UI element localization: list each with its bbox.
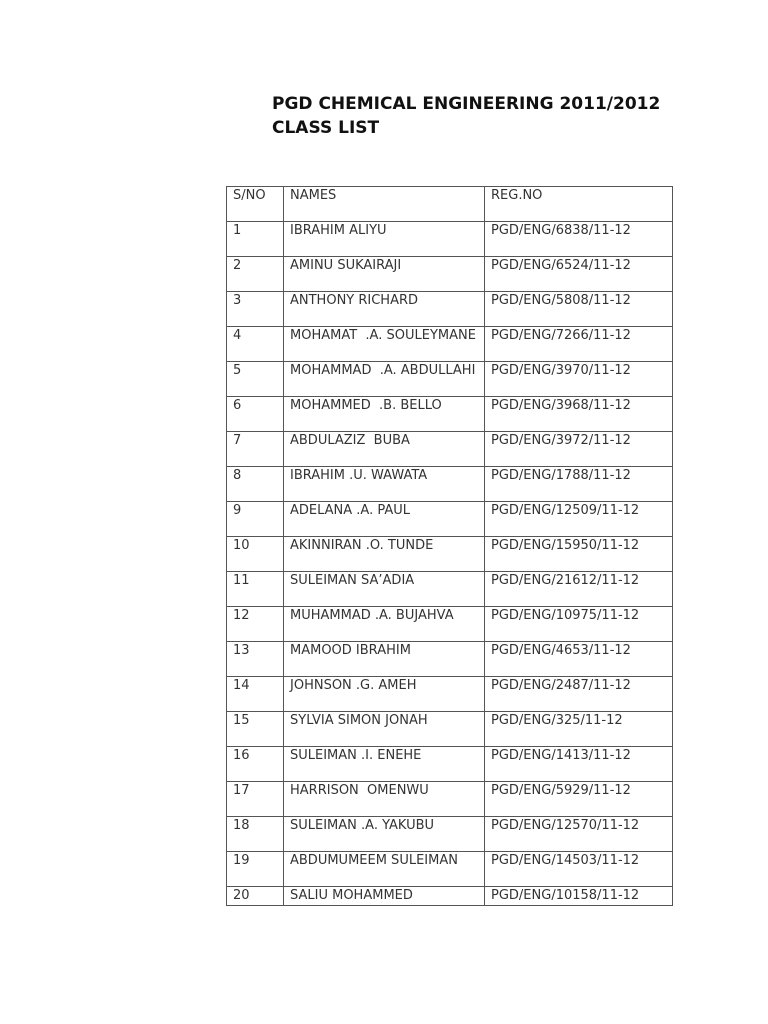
cell-name [284,852,485,887]
table-row [227,397,673,432]
cell-sno-text: 7 [233,433,242,448]
cell-sno-text: 9 [233,503,242,518]
cell-sno-text: 13 [233,643,250,658]
table-row [227,677,673,712]
cell-sno-text: 17 [233,783,250,798]
class-list-table [226,186,673,906]
cell-regno [485,572,673,607]
cell-sno [227,712,284,747]
cell-regno-text: PGD/ENG/3968/11-12 [491,398,631,413]
cell-regno [485,712,673,747]
cell-regno [485,677,673,712]
cell-regno [485,362,673,397]
cell-sno [227,222,284,257]
cell-name-text: HARRISON OMENWU [290,783,429,798]
cell-sno-text: 1 [233,223,242,238]
cell-sno-text: 19 [233,853,250,868]
cell-name [284,362,485,397]
cell-regno [485,887,673,906]
cell-name [284,397,485,432]
title-line-1: PGD CHEMICAL ENGINEERING 2011/2012 [272,94,661,114]
cell-sno-text: 8 [233,468,242,483]
table-row [227,257,673,292]
cell-name-text: IBRAHIM .U. WAWATA [290,468,428,483]
table-row [227,222,673,257]
header-sno: S/NO [227,187,284,222]
table-row [227,432,673,467]
cell-name [284,887,485,906]
table-row [227,327,673,362]
cell-name-text: SULEIMAN SA’ADIA [290,573,415,588]
table-row [227,362,673,397]
cell-regno-text: PGD/ENG/1413/11-12 [491,748,631,763]
cell-regno [485,432,673,467]
cell-name-text: MOHAMMAD .A. ABDULLAHI [290,363,476,378]
cell-sno-text: 12 [233,608,250,623]
cell-regno-text: PGD/ENG/3972/11-12 [491,433,631,448]
table-row [227,607,673,642]
cell-name [284,782,485,817]
cell-regno [485,327,673,362]
cell-sno-text: 10 [233,538,250,553]
table-row [227,572,673,607]
cell-name [284,607,485,642]
cell-name [284,467,485,502]
cell-name [284,817,485,852]
cell-name-text: MOHAMAT .A. SOULEYMANE [290,328,476,343]
header-names: NAMES [284,187,485,222]
table-row [227,817,673,852]
cell-sno [227,467,284,502]
table-row [227,292,673,327]
cell-name [284,642,485,677]
cell-regno-text: PGD/ENG/12570/11-12 [491,818,640,833]
table-body [227,222,673,906]
cell-sno-text: 5 [233,363,242,378]
cell-sno-text: 18 [233,818,250,833]
cell-sno-text: 14 [233,678,250,693]
cell-sno-text: 6 [233,398,242,413]
cell-regno-text: PGD/ENG/6838/11-12 [491,223,631,238]
table-row [227,852,673,887]
cell-regno-text: PGD/ENG/15950/11-12 [491,538,640,553]
cell-sno [227,257,284,292]
table-row [227,537,673,572]
cell-regno-text: PGD/ENG/14503/11-12 [491,853,640,868]
table-header-row [227,187,673,222]
cell-name [284,537,485,572]
cell-name-text: MAMOOD IBRAHIM [290,643,411,658]
cell-name-text: ABDULAZIZ BUBA [290,433,410,448]
cell-name-text: JOHNSON .G. AMEH [290,678,417,693]
cell-regno-text: PGD/ENG/6524/11-12 [491,258,631,273]
cell-sno [227,502,284,537]
cell-regno-text: PGD/ENG/21612/11-12 [491,573,640,588]
table-row [227,642,673,677]
cell-regno-text: PGD/ENG/325/11-12 [491,713,623,728]
document-title [272,92,692,140]
cell-regno [485,852,673,887]
cell-sno [227,572,284,607]
cell-sno-text: 15 [233,713,250,728]
cell-name [284,677,485,712]
cell-sno-text: 3 [233,293,242,308]
cell-sno-text: 20 [233,888,250,903]
cell-regno [485,642,673,677]
cell-regno [485,537,673,572]
cell-sno-text: 2 [233,258,242,273]
cell-sno [227,327,284,362]
cell-regno [485,747,673,782]
cell-name-text: MOHAMMED .B. BELLO [290,398,442,413]
cell-sno [227,642,284,677]
cell-sno-text: 4 [233,328,242,343]
cell-regno-text: PGD/ENG/12509/11-12 [491,503,640,518]
cell-regno [485,817,673,852]
cell-sno [227,887,284,906]
cell-name-text: ABDUMUMEEM SULEIMAN [290,853,458,868]
cell-regno [485,397,673,432]
cell-name-text: SALIU MOHAMMED [290,888,413,903]
cell-name-text: SULEIMAN .A. YAKUBU [290,818,435,833]
cell-name [284,327,485,362]
cell-regno-text: PGD/ENG/5929/11-12 [491,783,631,798]
cell-sno [227,747,284,782]
cell-regno-text: PGD/ENG/5808/11-12 [491,293,631,308]
cell-sno-text: 16 [233,748,250,763]
cell-name-text: ADELANA .A. PAUL [290,503,411,518]
cell-sno [227,432,284,467]
table-row [227,712,673,747]
cell-sno [227,817,284,852]
cell-regno-text: PGD/ENG/3970/11-12 [491,363,631,378]
cell-sno-text: 11 [233,573,250,588]
cell-name-text: SULEIMAN .I. ENEHE [290,748,422,763]
header-regno: REG.NO [485,187,673,222]
cell-regno-text: PGD/ENG/10975/11-12 [491,608,640,623]
table-row [227,502,673,537]
cell-name [284,257,485,292]
cell-sno [227,362,284,397]
cell-name-text: AMINU SUKAIRAJI [290,258,402,273]
cell-sno [227,397,284,432]
cell-regno-text: PGD/ENG/10158/11-12 [491,888,640,903]
cell-regno-text: PGD/ENG/1788/11-12 [491,468,631,483]
cell-regno [485,467,673,502]
cell-sno [227,292,284,327]
cell-regno [485,292,673,327]
cell-sno [227,607,284,642]
cell-name [284,712,485,747]
cell-name [284,747,485,782]
cell-name [284,292,485,327]
cell-name [284,432,485,467]
cell-sno [227,537,284,572]
cell-regno-text: PGD/ENG/7266/11-12 [491,328,631,343]
cell-regno [485,607,673,642]
title-line-2: CLASS LIST [272,118,380,138]
cell-regno-text: PGD/ENG/2487/11-12 [491,678,631,693]
cell-regno-text: PGD/ENG/4653/11-12 [491,643,631,658]
cell-name-text: ANTHONY RICHARD [290,293,419,308]
cell-name-text: MUHAMMAD .A. BUJAHVA [290,608,454,623]
cell-name [284,572,485,607]
cell-name-text: IBRAHIM ALIYU [290,223,387,238]
cell-name [284,502,485,537]
table-row [227,747,673,782]
cell-name-text: AKINNIRAN .O. TUNDE [290,538,434,553]
cell-name [284,222,485,257]
cell-sno [227,677,284,712]
cell-regno [485,502,673,537]
cell-sno [227,782,284,817]
cell-name-text: SYLVIA SIMON JONAH [290,713,428,728]
cell-regno [485,257,673,292]
table-row [227,782,673,817]
cell-regno [485,222,673,257]
cell-regno [485,782,673,817]
table-row [227,887,673,906]
table-row [227,467,673,502]
cell-sno [227,852,284,887]
